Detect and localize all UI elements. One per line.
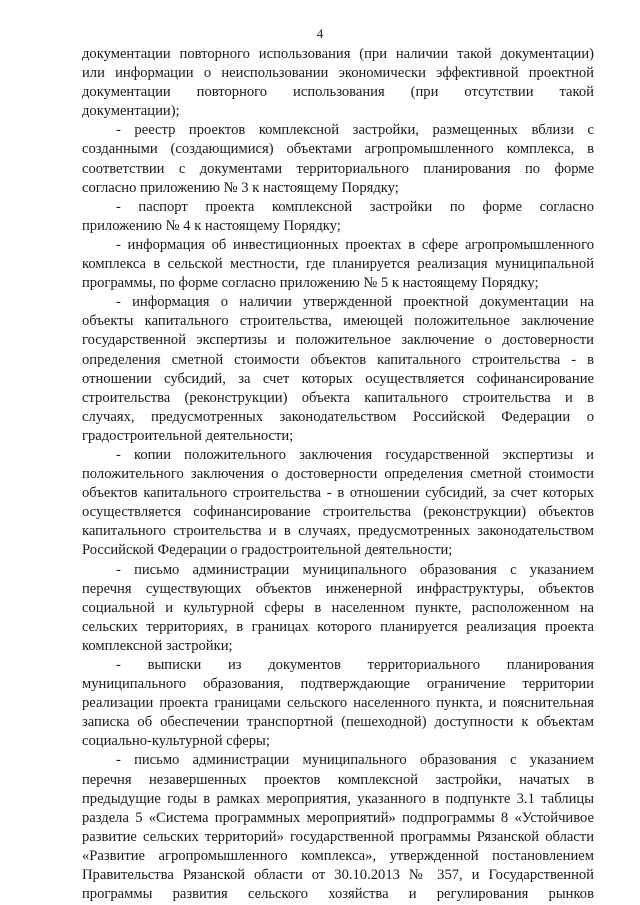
document-body <box>82 45 594 904</box>
text-line: перечня существующих объектов инженерной инфраструктуры, объектов <box>82 580 594 597</box>
text-line: сельских территориях, в границах которого планируется реализация проекта <box>82 618 594 635</box>
text-line: капитального строительства и в случаях, предусмотренных законодательством <box>82 523 594 540</box>
text-line: «Развитие агропромышленного комплекса», утвержденной постановлением <box>82 847 594 864</box>
text-line: - письмо администрации муниципального образования с указанием <box>116 561 594 578</box>
text-line: перечня незавершенных проектов комплексной застройки, начатых в <box>82 771 594 788</box>
text-line: градостроительной деятельности; <box>82 427 294 444</box>
text-line: программы, по форме согласно приложению № 5 к настоящему Порядку; <box>82 275 539 292</box>
text-line: - письмо администрации муниципального образования с указанием <box>116 752 594 769</box>
text-line: - информация о наличии утвержденной проектной документации на <box>116 294 594 311</box>
text-line: документации повторного использования (при наличии такой документации) <box>82 46 594 62</box>
text-line: - паспорт проекта комплексной застройки по форме согласно <box>116 198 594 215</box>
paragraph <box>82 236 594 293</box>
text-line: или информации о неиспользовании экономически эффективной проектной <box>82 65 594 82</box>
text-line: Российской Федерации о градостроительной деятельности; <box>82 542 453 559</box>
text-line: приложению № 4 к настоящему Порядку; <box>82 217 341 234</box>
text-line: созданными (создающимися) объектами агропромышленного комплекса, в <box>82 141 594 158</box>
text-line: раздела 5 «Система программных мероприятий» подпрограммы 8 «Устойчивое <box>82 809 594 826</box>
paragraph <box>82 293 594 446</box>
text-line: записка об обеспечении транспортной (пешеходной) доступности к объектам <box>82 714 594 731</box>
text-line: документации); <box>82 103 180 120</box>
text-line: определения сметной стоимости объектов капитального строительства - в <box>82 351 594 368</box>
text-line: - реестр проектов комплексной застройки, размещенных вблизи с <box>116 122 594 139</box>
page-number: 4 <box>316 26 324 41</box>
text-line: программы развития сельского хозяйства и регулирования рынков <box>82 886 594 903</box>
text-line: осуществляется софинансирование строительства (реконструкции) объектов <box>82 504 594 521</box>
text-line: комплексной застройки; <box>82 637 233 654</box>
text-line: муниципального образования, подтверждающие ограничение территории <box>82 676 594 693</box>
paragraph <box>82 561 594 656</box>
text-line: положительного заключения о достоверности определения сметной стоимости <box>82 466 594 483</box>
text-line: - выписки из документов территориального планирования <box>116 657 594 673</box>
text-line: предыдущие годы в рамках мероприятия, указанного в подпункте 3.1 таблицы <box>82 790 594 807</box>
text-line: объектов капитального строительства - в отношении субсидий, за счет которых <box>82 485 594 502</box>
text-line: отношении субсидий, за счет которых осуществляется софинансирование <box>82 370 594 387</box>
text-line: согласно приложению № 3 к настоящему Порядку; <box>82 179 399 196</box>
text-line: документации повторного использования (при отсутствии такой <box>82 84 594 101</box>
paragraph <box>82 446 594 561</box>
text-line: реализации проекта границами сельского населенного пункта, и пояснительная <box>82 695 594 712</box>
paragraph <box>82 751 594 904</box>
text-line: развитие сельских территорий» государственной программы Рязанской области <box>82 828 594 845</box>
text-line: государственной экспертизы и положительное заключение о достоверности <box>82 332 594 349</box>
text-line: социально-культурной сферы; <box>82 733 270 750</box>
text-line: соответствии с документами территориального планирования по форме <box>82 160 594 177</box>
paragraph <box>82 656 594 751</box>
paragraph <box>82 45 594 121</box>
text-line: случаях, предусмотренных законодательством Российской Федерации о <box>82 408 594 425</box>
text-line: комплекса в сельской местности, где планируется реализация муниципальной <box>82 256 594 273</box>
text-line: - информация об инвестиционных проектах в сфере агропромышленного <box>116 236 594 253</box>
text-line: объекты капитального строительства, имеющей положительное заключение <box>82 313 594 330</box>
text-line: - копии положительного заключения государственной экспертизы и <box>116 446 594 463</box>
paragraph <box>82 121 594 197</box>
text-line: социальной и культурной сферы в населенном пункте, расположенном на <box>82 599 594 616</box>
text-line: строительства (реконструкции) объекта капитального строительства и в <box>82 389 594 406</box>
text-line: Правительства Рязанской области от 30.10.2013 № 357, и Государственной <box>82 867 594 884</box>
paragraph <box>82 198 594 236</box>
